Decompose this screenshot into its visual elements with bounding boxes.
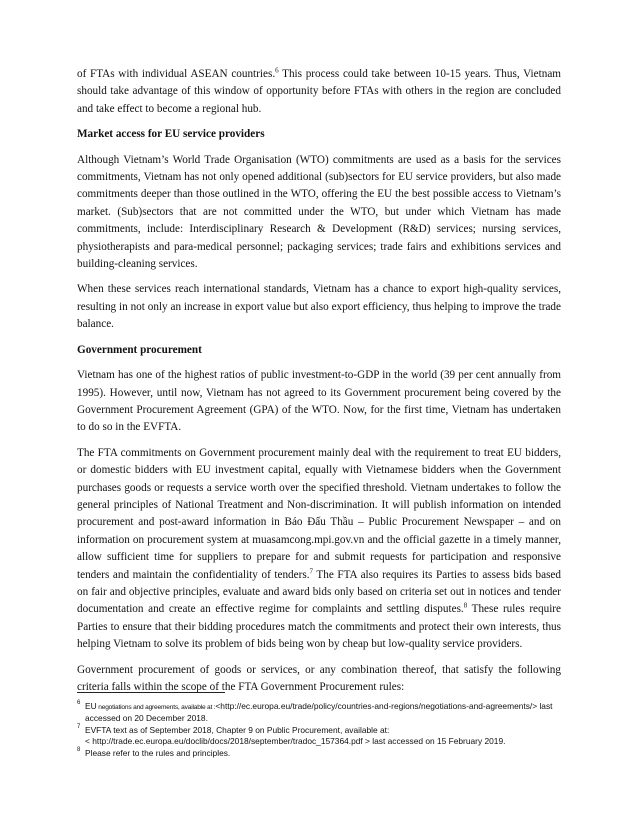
- text-run: The FTA commitments on Government procurement mainly deal with the requirement to treat EU bidders, or domestic bidders with EU investment capital, equally with Vietnamese bidders when the Government purchases goods or requests a service worth over the specified threshold. Vietnam undertakes to follow the general principles of National Treatment and Non-discrimination. It will publish information on intended procurement and post-award information in Báo Đấu Thầu – Public Procurement Newspaper – and on information on procurement system at muasamcong.mpi.gov.vn and the official gazette in a timely manner, allow sufficient time for suppliers to prepare for and submit requests for participation and responsive tenders and maintain the confidentiality of tenders.: [77, 446, 561, 581]
- footnote-7: [77, 725, 561, 747]
- footnote-ref-6[interactable]: 6: [275, 66, 279, 75]
- footnote-number: 7: [77, 724, 81, 730]
- text-run: EU: [85, 701, 97, 711]
- footnote-text: Please refer to the rules and principles.: [85, 748, 231, 758]
- footnote-6: [77, 701, 561, 724]
- footnote-text: [85, 725, 561, 747]
- footnote-link[interactable]: < http://trade.ec.europa.eu/doclib/docs/2018/september/tradoc_157364.pdf > last accessed on 15 February 2019.: [85, 736, 506, 746]
- footnote-link[interactable]: <http://ec.europa.eu/trade/policy/countries-and-regions/negotiations-and-agreements/> last accessed on 20 December 2018.: [85, 701, 553, 723]
- heading-market-access: Market access for EU service providers: [77, 128, 265, 141]
- text-run: of FTAs with individual ASEAN countries.: [77, 68, 276, 80]
- footnotes: [77, 692, 561, 760]
- paragraph-scope-criteria: Government procurement of goods or services, or any combination thereof, that satisfy the following criteria falls within the scope of the FTA Government Procurement rules:: [77, 663, 561, 693]
- text-run: These rules require Parties to ensure that their bidding procedures match the commitments and protect their own interests, thus helping Vietnam to solve its problem of bids being won by cheap but low-quality service providers.: [77, 603, 561, 651]
- footnote-number: 8: [77, 747, 81, 753]
- paragraph-international-standards: When these services reach international standards, Vietnam has a chance to export high-quality services, resulting in not only an increase in export value but also export efficiency, thus helping to improve the trade balance.: [77, 283, 561, 331]
- paragraph-fta-commitments: [77, 445, 561, 654]
- footnote-8: [77, 748, 561, 759]
- body-text: [77, 66, 561, 696]
- footnote-divider: [77, 692, 225, 693]
- footnote-number: 6: [77, 700, 81, 706]
- footnote-ref-7[interactable]: 7: [309, 566, 313, 575]
- footnote-ref-8[interactable]: 8: [463, 601, 468, 610]
- text-run: The FTA also requires its Parties to assess bids based on fair and objective principles, evaluate and award bids only based on criteria set out in notices and tender documentation and create an effective regime for complaints and settling disputes.: [77, 568, 561, 616]
- paragraph-fta-asean: [77, 66, 561, 118]
- text-run: EVFTA text as of September 2018, Chapter 9 on Public Procurement, available at:: [85, 725, 390, 735]
- heading-government-procurement: Government procurement: [77, 343, 202, 356]
- text-run: negotiations and agreements, available at :: [96, 704, 216, 711]
- text-run: This process could take between 10-15 years. Thus, Vietnam should take advantage of this window of opportunity before FTAs with others in the region are concluded and take effect to become a regional hub.: [77, 68, 561, 115]
- paragraph-public-investment: Vietnam has one of the highest ratios of public investment-to-GDP in the world (39 per cent annually from 1995). However, until now, Vietnam has not agreed to its Government procurement being covered by the Government Procurement Agreement (GPA) of the WTO. Now, for the first time, Vietnam has undertaken to do so in the EVFTA.: [77, 369, 561, 434]
- footnote-text: [85, 701, 561, 724]
- paragraph-wto-commitments: Although Vietnam’s World Trade Organisation (WTO) commitments are used as a basis for the services commitments, Vietnam has not only opened additional (sub)sectors for EU service providers, but also made commitments deeper than those outlined in the WTO, offering the EU the best possible access to Vietnam’s market. (Sub)sectors that are not committed under the WTO, but under which Vietnam has made commitments, include: Interdisciplinary Research & Development (R&D) services; nursing services, physiotherapists and para-medical personnel; packaging services; trade fairs and exhibitions services and building-cleaning services.: [77, 153, 561, 271]
